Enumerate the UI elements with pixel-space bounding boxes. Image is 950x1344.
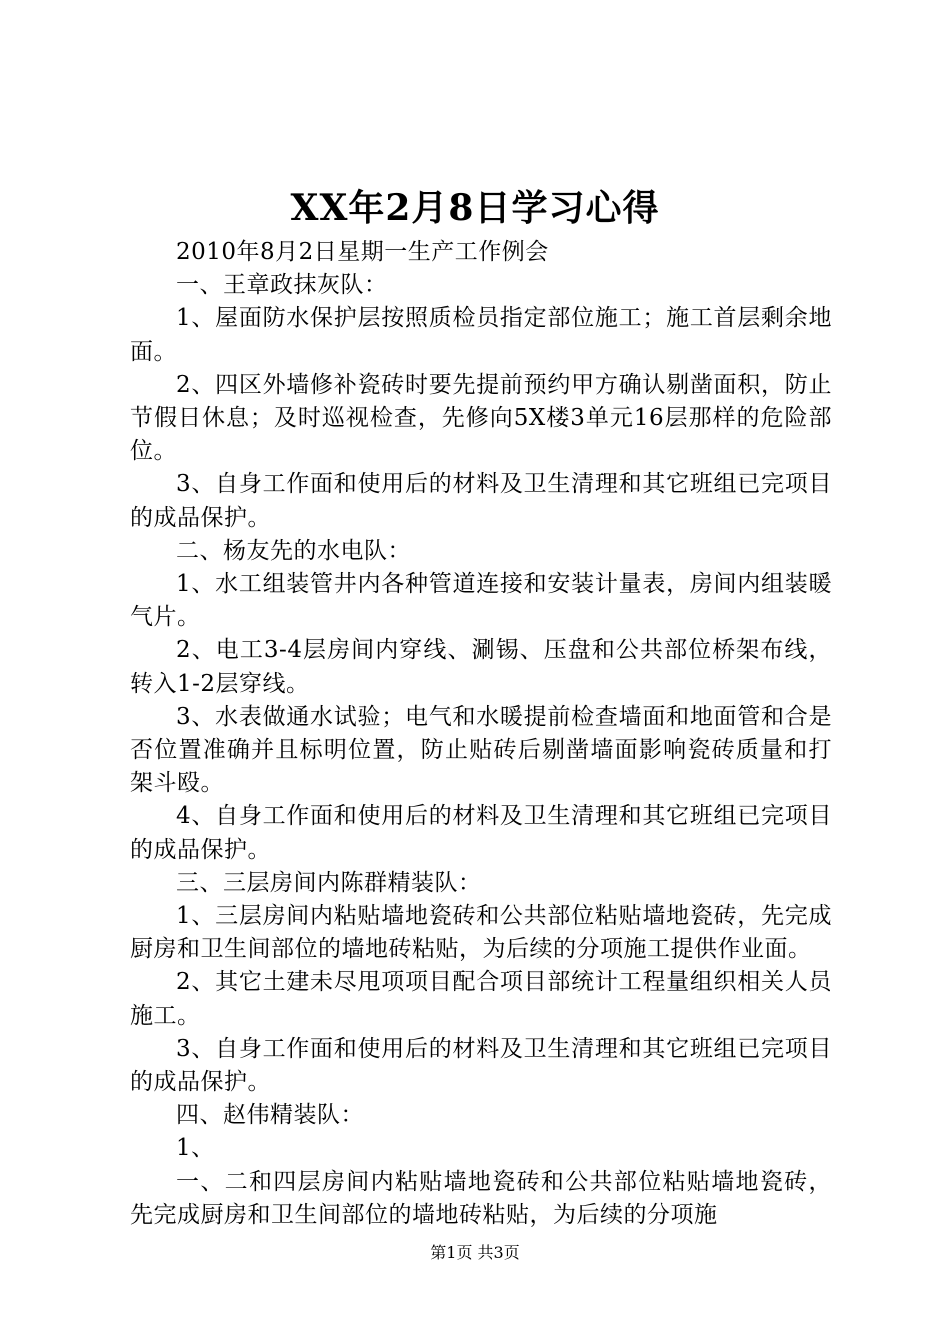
paragraph: 3、自身工作面和使用后的材料及卫生清理和其它班组已完项目的成品保护。 (130, 471, 832, 531)
paragraph: 1、 (176, 1135, 215, 1162)
section-heading-1: 一、王章政抹灰队： (176, 272, 388, 299)
paragraph: 4、自身工作面和使用后的材料及卫生清理和其它班组已完项目的成品保护。 (130, 803, 832, 863)
document-body (130, 236, 832, 1232)
paragraph: 2、四区外墙修补瓷砖时要先提前预约甲方确认剔凿面积，防止节假日休息；及时巡视检查，先修向5X楼3单元16层那样的危险部位。 (130, 371, 832, 465)
paragraph: 一、二和四层房间内粘贴墙地瓷砖和公共部位粘贴墙地瓷砖，先完成厨房和卫生间部位的墙地砖粘贴，为后续的分项施 (130, 1168, 832, 1228)
paragraph: 1、屋面防水保护层按照质检员指定部位施工；施工首层剩余地面。 (130, 305, 832, 365)
paragraph: 3、自身工作面和使用后的材料及卫生清理和其它班组已完项目的成品保护。 (130, 1035, 832, 1096)
page-footer: 第1页 共3页 (430, 1243, 520, 1262)
meeting-date-line: 2010年8月2日星期一生产工作例会 (176, 239, 549, 265)
section-heading-3: 三、三层房间内陈群精装队： (176, 869, 482, 896)
section-heading-2: 二、杨友先的水电队： (176, 537, 411, 564)
paragraph: 2、电工3-4层房间内穿线、涮锡、压盘和公共部位桥架布线，转入1-2层穿线。 (130, 637, 832, 697)
paragraph: 1、水工组装管井内各种管道连接和安装计量表，房间内组装暖气片。 (130, 571, 832, 631)
document-title: XX年2月8日学习心得 (290, 187, 660, 229)
section-heading-4: 四、赵伟精装队： (176, 1102, 364, 1129)
paragraph: 3、水表做通水试验；电气和水暖提前检查墙面和地面管和合是否位置准确并且标明位置，防止贴砖后剔凿墙面影响瓷砖质量和打架斗殴。 (130, 703, 832, 797)
paragraph: 1、三层房间内粘贴墙地瓷砖和公共部位粘贴墙地瓷砖，先完成厨房和卫生间部位的墙地砖粘贴，为后续的分项施工提供作业面。 (130, 903, 832, 963)
paragraph: 2、其它土建未尽甩项项目配合项目部统计工程量组织相关人员施工。 (130, 969, 832, 1029)
